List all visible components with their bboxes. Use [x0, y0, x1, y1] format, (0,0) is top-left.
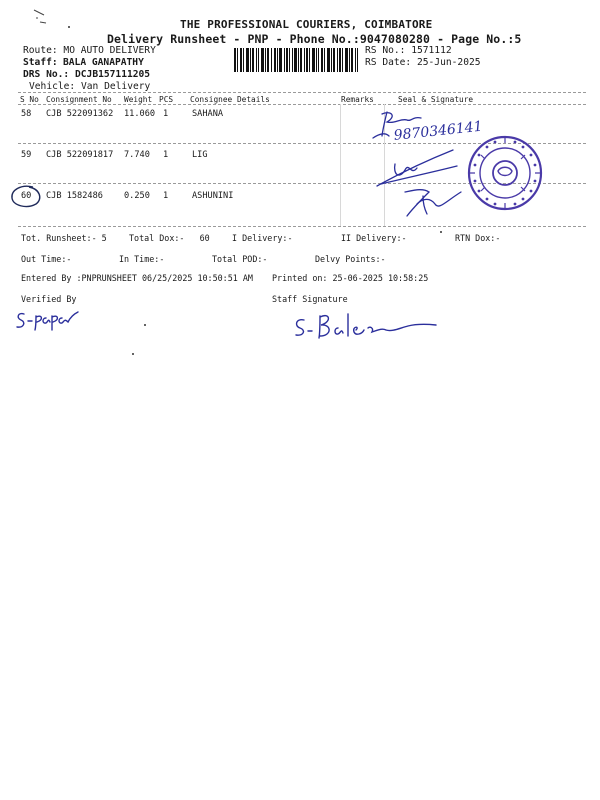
barcode-image [234, 48, 358, 72]
verifier-signature [12, 306, 82, 332]
staff-label: Staff: [23, 57, 58, 68]
row-59-consignment: CJB 522091817 [46, 150, 114, 160]
col-header-remarks: Remarks [341, 95, 374, 104]
col-header-pcs: PCS [159, 95, 174, 104]
col-header-consignee: Consignee Details [190, 95, 270, 104]
delvy-points: Delvy Points:- [315, 254, 386, 264]
row-60-weight: 0.250 [124, 191, 150, 201]
tot-runsheet: Tot. Runsheet:- 5 [21, 233, 107, 243]
rtn-dox: RTN Dox:- [455, 233, 501, 243]
staff-signature-label: Staff Signature [272, 294, 348, 304]
row-59-consignee: LIG [192, 150, 208, 160]
drs-number: DCJB157111205 [75, 69, 151, 80]
row-59-sno: 59 [21, 150, 32, 160]
total-pod: Total POD:- [212, 254, 268, 264]
staff-name: BALA GANAPATHY [63, 57, 144, 68]
rs-number: RS No.: 1571112 [365, 45, 452, 56]
entered-by: Entered By :PNPRUNSHEET 06/25/2025 10:50:51 AM [21, 273, 253, 283]
out-time: Out Time:- [21, 254, 72, 264]
table-header-rule [18, 104, 586, 105]
rs-date: RS Date: 25-Jun-2025 [365, 57, 481, 68]
row-60-pcs: 1 [163, 191, 169, 201]
handwritten-phone-note: 9870346141 [393, 118, 484, 144]
row-58-weight: 11.060 [124, 109, 156, 119]
row-58-consignment: CJB 522091362 [46, 109, 114, 119]
row-58-consignee: SAHANA [192, 109, 224, 119]
table-bottom-rule [18, 226, 586, 227]
row-59-weight: 7.740 [124, 150, 150, 160]
row-60-consignee: ASHUNINI [192, 191, 234, 201]
col-header-weight: Weight [124, 95, 153, 104]
drs-label: DRS No.: [23, 69, 70, 80]
lic-seal-stamp [465, 133, 545, 213]
staff-signature-handwritten [290, 310, 440, 344]
table-top-rule [18, 92, 586, 93]
company-name: THE PROFESSIONAL COURIERS, COIMBATORE [180, 18, 433, 31]
row-59-pcs: 1 [163, 150, 169, 160]
in-time: In Time:- [119, 254, 165, 264]
runsheet-title: Delivery Runsheet - PNP - Phone No.:9047080280 - Page No.:5 [107, 32, 522, 46]
vehicle-text: Vehicle: Van Delivery [29, 81, 151, 92]
col-header-sno: S No [20, 95, 39, 104]
total-dox: Total Dox:- 60 [129, 233, 210, 243]
row-60-consignment: CJB 1582486 [46, 191, 103, 201]
ii-delivery: II Delivery:- [341, 233, 407, 243]
remarks-divider [340, 104, 341, 226]
hand-circle-mark [9, 184, 43, 210]
row-58-sno: 58 [21, 109, 32, 119]
i-delivery: I Delivery:- [232, 233, 293, 243]
row-60-sno: 60 [21, 191, 32, 201]
printed-on: Printed on: 25-06-2025 10:58:25 [272, 273, 429, 283]
col-header-seal: Seal & Signature [398, 95, 474, 104]
route-text: Route: MO AUTO DELIVERY [23, 45, 156, 56]
verified-by-label: Verified By [21, 294, 77, 304]
row-58-pcs: 1 [163, 109, 169, 119]
col-header-consignment: Consignment No [46, 95, 112, 104]
